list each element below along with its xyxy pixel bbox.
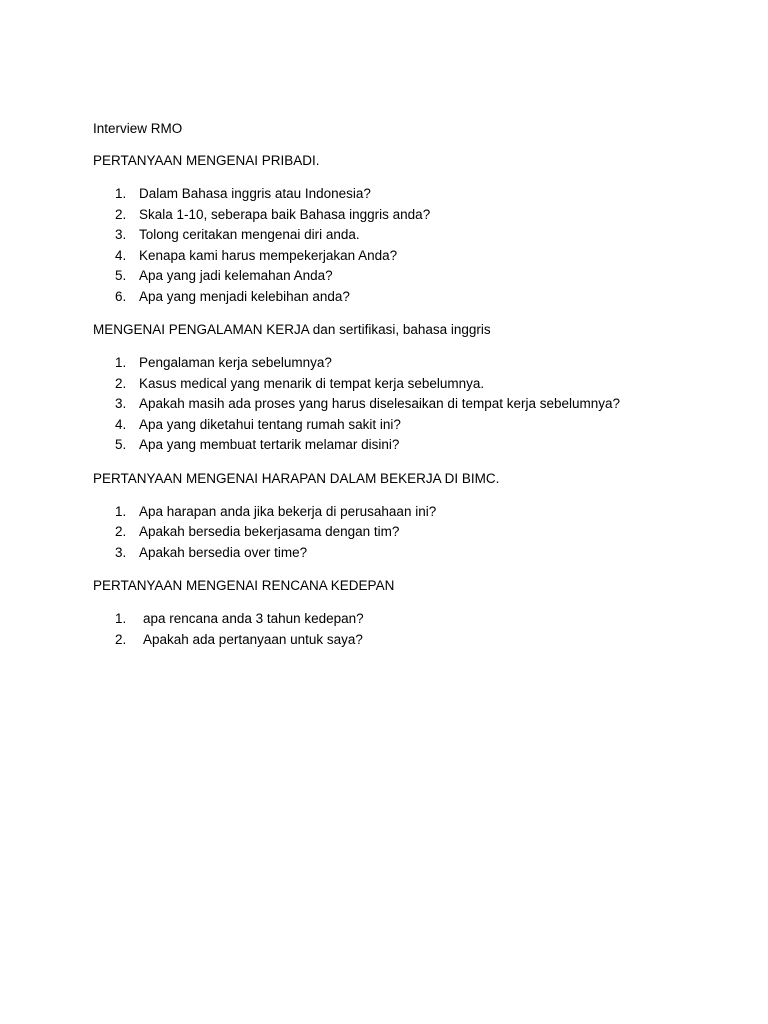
item-text: Apakah ada pertanyaan untuk saya? [143, 631, 363, 647]
section-heading-rencana: PERTANYAAN MENGENAI RENCANA KEDEPAN [93, 578, 395, 593]
question-list-pribadi [93, 184, 713, 307]
item-number: 3. [115, 396, 127, 411]
item-text: Apa yang membuat tertarik melamar disini? [139, 437, 400, 452]
item-text: Apa harapan anda jika bekerja di perusahaan ini? [139, 503, 437, 519]
list-item [93, 522, 713, 543]
list-item [93, 415, 713, 436]
item-number: 4. [115, 247, 127, 263]
question-list-pengalaman [93, 353, 713, 456]
item-text: Apakah bersedia over time? [139, 544, 308, 560]
list-item [93, 225, 713, 246]
item-number: 3. [115, 544, 127, 560]
item-number: 6. [115, 288, 127, 304]
list-item [93, 287, 713, 308]
item-number: 1. [115, 611, 127, 626]
item-text: Kenapa kami harus mempekerjakan Anda? [139, 247, 398, 263]
document-content [93, 120, 713, 664]
list-item [93, 266, 713, 287]
item-text: Apa yang diketahui tentang rumah sakit ini? [139, 416, 401, 432]
item-text: Kasus medical yang menarik di tempat kerja sebelumnya. [139, 375, 485, 391]
item-number: 4. [115, 416, 127, 432]
list-item [93, 435, 713, 456]
item-text: Skala 1-10, seberapa baik Bahasa inggris anda? [139, 206, 431, 222]
list-item [93, 609, 713, 630]
list-item [93, 246, 713, 267]
list-item [93, 374, 713, 395]
item-number: 2. [115, 524, 127, 539]
item-text: Apa yang menjadi kelebihan anda? [139, 288, 350, 304]
item-number: 1. [115, 186, 127, 201]
item-number: 5. [115, 437, 127, 452]
item-number: 5. [115, 268, 127, 283]
list-item [93, 353, 713, 374]
list-item [93, 184, 713, 205]
item-text: Apakah bersedia bekerjasama dengan tim? [139, 524, 400, 539]
item-number: 2. [115, 206, 127, 222]
question-list-harapan [93, 502, 713, 564]
item-number: 3. [115, 227, 127, 242]
section-heading-harapan: PERTANYAAN MENGENAI HARAPAN DALAM BEKERJA DI BIMC. [93, 470, 500, 486]
list-item [93, 394, 713, 415]
question-list-rencana [93, 609, 713, 650]
item-text: Pengalaman kerja sebelumnya? [139, 355, 332, 370]
document-title: Interview RMO [93, 121, 183, 136]
item-text: Dalam Bahasa inggris atau Indonesia? [139, 186, 371, 201]
section-heading-pengalaman: MENGENAI PENGALAMAN KERJA dan sertifikasi, bahasa inggris [93, 322, 491, 337]
item-number: 1. [115, 503, 127, 519]
item-number: 2. [115, 375, 127, 391]
item-number: 1. [115, 355, 127, 370]
item-text: Tolong ceritakan mengenai diri anda. [139, 227, 360, 242]
item-number: 2. [115, 631, 127, 647]
item-text: Apakah masih ada proses yang harus diselesaikan di tempat kerja sebelumnya? [139, 396, 621, 411]
item-text: Apa yang jadi kelemahan Anda? [139, 268, 333, 283]
list-item [93, 630, 713, 651]
item-text: apa rencana anda 3 tahun kedepan? [143, 611, 364, 626]
list-item [93, 543, 713, 564]
section-heading-pribadi: PERTANYAAN MENGENAI PRIBADI. [93, 153, 320, 168]
list-item [93, 205, 713, 226]
list-item [93, 502, 713, 523]
